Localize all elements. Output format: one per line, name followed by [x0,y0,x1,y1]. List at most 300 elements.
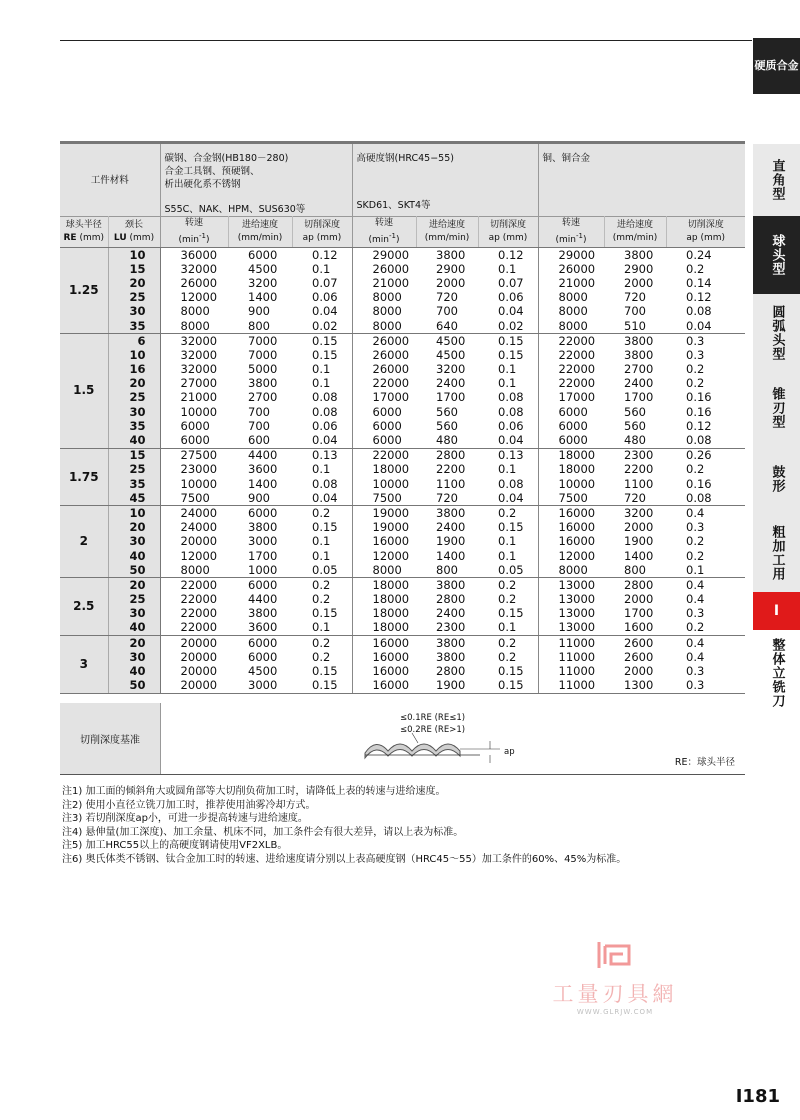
depth-cell: 0.04 [666,319,745,334]
tab-ball[interactable]: 球头型 [753,216,800,294]
depth-header: 切削深度 ap (mm) [666,217,745,248]
lu-cell: 20 [108,276,160,290]
lu-cell: 25 [108,291,160,305]
depth-cell: 0.02 [292,319,352,334]
depth-cell: 0.13 [478,448,538,463]
depth-cell: 0.4 [686,649,705,664]
speed-cell: 22000 [372,448,410,463]
cutting-depth-reference [60,703,745,775]
feed-cell: 2000 [624,664,654,679]
depth-cell: 0.15 [292,664,352,678]
feed-cell: 1900 [624,534,654,549]
depth-cell: 0.08 [478,391,538,405]
note-6: 注6) 奥氏体类不锈钢、钛合金加工时的转速、进给速度请分别以上表高硬度钢（HRC45～55）加工条件的60%、45%为标准。 [62,853,627,865]
feed-header: 进给速度 (mm/min) [228,217,292,248]
speed-cell: 22000 [558,347,596,362]
feed-cell: 1700 [436,390,466,405]
feed-cell: 1400 [436,548,466,563]
cutting-conditions-table [60,141,745,694]
table-row [60,334,745,349]
feed-cell: 3800 [436,577,466,592]
speed-cell: 12000 [558,548,596,563]
depth-cell: 0.15 [478,679,538,694]
table-row [60,433,745,448]
table-row [60,621,745,636]
speed-cell: 32000 [180,333,218,348]
feed-cell: 1400 [248,290,278,305]
table-row [60,664,745,678]
feed-cell: 700 [248,404,270,419]
depth-cell: 0.08 [292,405,352,419]
depth-cell: 0.05 [478,563,538,578]
feed-cell: 800 [416,563,478,578]
depth-rule-1: ≤0.1RE (RE≤1) [400,713,466,723]
depth-rule-2: ≤0.2RE (RE>1) [400,725,466,735]
lu-cell: 25 [108,391,160,405]
lu-cell: 40 [108,433,160,448]
depth-cell: 0.2 [686,534,705,549]
depth-cell: 0.4 [686,577,705,592]
speed-cell: 24000 [180,505,218,520]
tab-solid-endmill: 整体立铣刀 [753,630,800,716]
feed-cell: 3800 [624,347,654,362]
speed-cell: 12000 [372,548,410,563]
depth-cell: 0.2 [478,593,538,607]
speed-cell: 6000 [558,418,588,433]
feed-cell: 1700 [624,606,654,621]
tab-square[interactable]: 直角型 [753,144,800,216]
speed-cell: 11000 [558,649,596,664]
depth-cell: 0.15 [478,334,538,349]
speed-cell: 26000 [372,347,410,362]
depth-cell: 0.08 [666,491,745,506]
depth-cell: 0.1 [478,463,538,477]
depth-cell: 0.12 [478,248,538,263]
table-row [60,650,745,664]
speed-cell: 20000 [160,679,228,694]
feed-cell: 4500 [436,333,466,348]
depth-cell: 0.2 [478,506,538,521]
speed-cell: 13000 [558,577,596,592]
feed-cell: 2800 [436,592,466,607]
depth-cell: 0.04 [292,433,352,448]
depth-cell: 0.12 [686,418,712,433]
speed-cell: 20000 [180,534,218,549]
depth-cell: 0.1 [478,262,538,276]
re-cell: 3 [60,636,108,694]
speed-cell: 22000 [372,376,410,391]
feed-cell: 3200 [624,505,654,520]
feed-cell: 3200 [248,275,278,290]
lu-cell: 10 [108,348,160,362]
feed-cell: 800 [228,319,292,334]
speed-cell: 12000 [180,548,218,563]
speed-cell: 7500 [160,491,228,506]
tab-roughing[interactable]: 粗加工用 [753,514,800,592]
depth-cell: 0.2 [292,593,352,607]
speed-cell: 27000 [180,376,218,391]
lu-cell: 20 [108,636,160,651]
table-row [60,578,745,593]
feed-cell: 720 [416,491,478,506]
depth-cell: 0.08 [292,477,352,491]
feed-cell: 5000 [248,362,278,377]
depth-header: 切削深度 ap (mm) [292,217,352,248]
depth-header: 切削深度 ap (mm) [478,217,538,248]
re-cell: 2.5 [60,578,108,636]
depth-cell: 0.15 [292,334,352,349]
feed-cell: 3800 [436,635,466,650]
speed-cell: 16000 [352,679,416,694]
speed-cell: 10000 [372,476,410,491]
table-row [60,521,745,535]
speed-cell: 23000 [180,462,218,477]
feed-cell: 1700 [624,390,654,405]
depth-cell: 0.15 [292,348,352,362]
depth-cell: 0.1 [478,549,538,563]
feed-cell: 2000 [624,520,654,535]
speed-cell: 18000 [352,621,416,636]
speed-cell: 13000 [558,592,596,607]
speed-cell: 8000 [160,319,228,334]
depth-reference-label: 切削深度基准 [60,703,161,774]
depth-cell: 0.2 [666,621,745,636]
lu-cell: 20 [108,377,160,391]
feed-cell: 3000 [228,679,292,694]
lu-cell: 10 [108,506,160,521]
depth-cell: 0.3 [686,520,705,535]
depth-cell: 0.3 [686,664,705,679]
speed-cell: 10000 [180,476,218,491]
speed-cell: 22000 [180,606,218,621]
feed-cell: 480 [604,433,666,448]
feed-cell: 2000 [624,275,654,290]
feed-cell: 6000 [248,635,278,650]
feed-cell: 720 [604,491,666,506]
speed-cell: 16000 [372,664,410,679]
feed-cell: 2400 [624,376,654,391]
depth-cell: 0.07 [478,276,538,290]
feed-header: 进给速度 (mm/min) [416,217,478,248]
speed-cell: 8000 [352,319,416,334]
depth-cell: 0.15 [478,521,538,535]
lu-cell: 15 [108,448,160,463]
tab-carbide[interactable]: 硬质合金 [753,38,800,94]
speed-cell: 19000 [372,505,410,520]
speed-header: 转速 $(\min^{-1})$ [160,217,228,248]
depth-cell: 0.2 [686,376,705,391]
speed-cell: 29000 [558,247,596,262]
speed-cell: 18000 [558,448,596,463]
feed-cell: 3600 [248,462,278,477]
speed-cell: 18000 [372,592,410,607]
lu-cell: 40 [108,621,160,636]
lu-cell: 30 [108,405,160,419]
depth-cell: 0.04 [478,433,538,448]
feed-cell: 600 [228,433,292,448]
feed-cell: 2800 [436,664,466,679]
depth-cell: 0.2 [686,261,705,276]
speed-cell: 27500 [180,448,218,463]
depth-cell: 0.4 [686,635,705,650]
lu-cell: 35 [108,319,160,334]
depth-cell: 0.04 [292,491,352,506]
depth-cell: 0.1 [292,621,352,636]
depth-cell: 0.08 [686,304,712,319]
speed-cell: 26000 [372,362,410,377]
speed-cell: 32000 [180,261,218,276]
re-cell: 2 [60,506,108,578]
table-row [60,535,745,549]
depth-cell: 0.2 [478,578,538,593]
watermark-logo-icon [595,940,635,970]
lu-cell: 25 [108,593,160,607]
feed-cell: 900 [248,304,270,319]
feed-cell: 3000 [248,534,278,549]
lu-header: 颈长 LU (mm) [108,217,160,248]
feed-cell: 2700 [248,390,278,405]
material-group-3: 铜、铜合金 [538,144,745,217]
speed-cell: 32000 [180,347,218,362]
top-rule [60,40,752,41]
speed-header: 转速 $(\min^{-1})$ [352,217,416,248]
feed-cell: 900 [228,491,292,506]
feed-cell: 4500 [248,261,278,276]
table-row [60,391,745,405]
depth-cell: 0.07 [292,276,352,290]
depth-cell: 0.3 [686,347,705,362]
lu-cell: 40 [108,664,160,678]
feed-cell: 1000 [228,563,292,578]
feed-cell: 700 [624,304,646,319]
table-row [60,636,745,651]
note-1: 注1) 加工面的倾斜角大或圆角部等大切削负荷加工时，请降低上表的转速与进给速度。 [62,786,446,797]
depth-cell: 0.2 [686,462,705,477]
depth-cell: 0.1 [292,262,352,276]
lu-cell: 20 [108,521,160,535]
note-2: 注2) 使用小直径立铣刀加工时，推荐使用油雾冷却方式。 [62,799,316,811]
feed-cell: 3800 [248,606,278,621]
speed-cell: 8000 [372,304,402,319]
note-5: 注5) 加工HRC55以上的高硬度钢请使用VF2XLB。 [62,840,288,851]
feed-cell: 2400 [436,520,466,535]
depth-cell: 0.1 [292,549,352,563]
depth-cell: 0.1 [478,377,538,391]
table-row [60,262,745,276]
depth-cell: 0.1 [292,363,352,377]
speed-cell: 24000 [180,520,218,535]
speed-cell: 19000 [372,520,410,535]
depth-cell: 0.16 [686,404,712,419]
speed-cell: 8000 [558,290,588,305]
feed-cell: 4400 [248,592,278,607]
depth-cell: 0.12 [292,248,352,263]
feed-cell: 560 [436,404,458,419]
ap-label: ap [504,747,515,757]
speed-cell: 22000 [160,621,228,636]
feed-cell: 1700 [248,548,278,563]
depth-cell: 0.1 [478,363,538,377]
feed-cell: 2300 [624,448,654,463]
feed-cell: 700 [248,418,270,433]
speed-cell: 20000 [180,649,218,664]
table-row [60,248,745,263]
speed-cell: 8000 [538,563,604,578]
depth-cell: 0.05 [292,563,352,578]
feed-cell: 3800 [248,520,278,535]
feed-cell: 2600 [624,635,654,650]
tab-section-i[interactable]: I [753,592,800,630]
depth-cell: 0.04 [478,305,538,319]
feed-cell: 1300 [604,679,666,694]
note-4: 注4) 悬伸量(加工深度)、加工余量、机床不同，加工条件会有很大差异，请以上表为标准。 [62,826,464,838]
feed-cell: 720 [436,290,458,305]
depth-cell: 0.06 [292,291,352,305]
depth-cell: 0.2 [292,650,352,664]
feed-cell: 6000 [248,577,278,592]
speed-cell: 21000 [372,275,410,290]
lu-cell: 40 [108,549,160,563]
speed-cell: 26000 [372,333,410,348]
feed-cell: 3800 [624,247,654,262]
tab-radius[interactable]: 圆弧头型 [753,294,800,372]
speed-cell: 8000 [160,563,228,578]
feed-cell: 1400 [248,476,278,491]
feed-cell: 2900 [624,261,654,276]
table-row [60,477,745,491]
speed-cell: 20000 [180,635,218,650]
depth-cell: 0.1 [292,377,352,391]
tab-taper[interactable]: 锥刃型 [753,372,800,444]
speed-cell: 22000 [558,362,596,377]
re-header: 球头半径 RE (mm) [60,217,108,248]
speed-cell: 8000 [352,563,416,578]
table-row [60,377,745,391]
re-cell: 1.75 [60,448,108,506]
lu-cell: 30 [108,305,160,319]
lu-cell: 10 [108,248,160,263]
lu-cell: 30 [108,607,160,621]
speed-cell: 16000 [558,534,596,549]
feed-cell: 3800 [248,376,278,391]
depth-cell: 0.4 [686,592,705,607]
feed-cell: 1900 [436,534,466,549]
depth-cell: 0.3 [666,679,745,694]
speed-cell: 18000 [372,462,410,477]
feed-cell: 6000 [248,247,278,262]
feed-header: 进给速度 (mm/min) [604,217,666,248]
depth-cell: 0.15 [478,607,538,621]
speed-cell: 8000 [180,304,210,319]
depth-cell: 0.15 [478,664,538,678]
feed-cell: 7000 [248,347,278,362]
speed-cell: 22000 [180,577,218,592]
table-row [60,506,745,521]
speed-cell: 21000 [180,390,218,405]
re-cell: 1.5 [60,334,108,449]
lu-cell: 6 [108,334,160,349]
table-row [60,463,745,477]
feed-cell: 1900 [416,679,478,694]
depth-cell: 0.06 [478,419,538,433]
speed-cell: 22000 [558,376,596,391]
lu-cell: 30 [108,535,160,549]
feed-cell: 6000 [248,649,278,664]
feed-cell: 1600 [604,621,666,636]
speed-cell: 16000 [558,505,596,520]
feed-cell: 4500 [248,664,278,679]
depth-cell: 0.1 [478,535,538,549]
table-row [60,491,745,506]
feed-cell: 2000 [624,592,654,607]
table-row [60,363,745,377]
table-row [60,291,745,305]
feed-cell: 2800 [624,577,654,592]
speed-cell: 18000 [558,462,596,477]
depth-cell: 0.26 [686,448,712,463]
depth-cell: 0.08 [478,477,538,491]
depth-cell: 0.1 [666,563,745,578]
speed-cell: 21000 [558,275,596,290]
feed-cell: 800 [604,563,666,578]
depth-cell: 0.06 [478,291,538,305]
watermark [540,940,690,1016]
depth-cell: 0.08 [666,433,745,448]
depth-cell: 0.04 [478,491,538,506]
lu-cell: 30 [108,650,160,664]
speed-cell: 7500 [538,491,604,506]
table-row [60,679,745,694]
depth-cell: 0.14 [686,275,712,290]
speed-cell: 6000 [352,433,416,448]
depth-cell: 0.3 [686,606,705,621]
speed-cell: 16000 [372,649,410,664]
watermark-url: WWW.GLRJW.COM [576,1008,654,1016]
feed-cell: 7000 [248,333,278,348]
feed-cell: 560 [436,418,458,433]
tab-barrel[interactable]: 鼓形 [753,444,800,514]
speed-cell: 20000 [180,664,218,679]
table-row [60,563,745,578]
feed-cell: 4400 [248,448,278,463]
speed-cell: 18000 [372,577,410,592]
speed-cell: 26000 [180,275,218,290]
note-3: 注3) 若切削深度ap小，可进一步提高转速与进给速度。 [62,813,308,824]
depth-cell: 0.2 [478,636,538,651]
table-row [60,348,745,362]
depth-cell: 0.24 [686,247,712,262]
speed-cell: 26000 [558,261,596,276]
speed-cell: 11000 [538,679,604,694]
depth-cell: 0.16 [686,476,712,491]
feed-cell: 2400 [436,376,466,391]
speed-cell: 8000 [558,304,588,319]
depth-cell: 0.2 [292,506,352,521]
table-row [60,419,745,433]
speed-cell: 6000 [372,418,402,433]
speed-cell: 22000 [558,333,596,348]
depth-cell: 0.04 [292,305,352,319]
table-row [60,607,745,621]
lu-cell: 50 [108,679,160,694]
feed-cell: 3800 [436,247,466,262]
depth-cell: 0.2 [686,548,705,563]
depth-cell: 0.12 [686,290,712,305]
lu-cell: 25 [108,463,160,477]
speed-cell: 13000 [558,606,596,621]
re-cell: 1.25 [60,248,108,334]
work-material-label: 工件材料 [60,144,160,217]
